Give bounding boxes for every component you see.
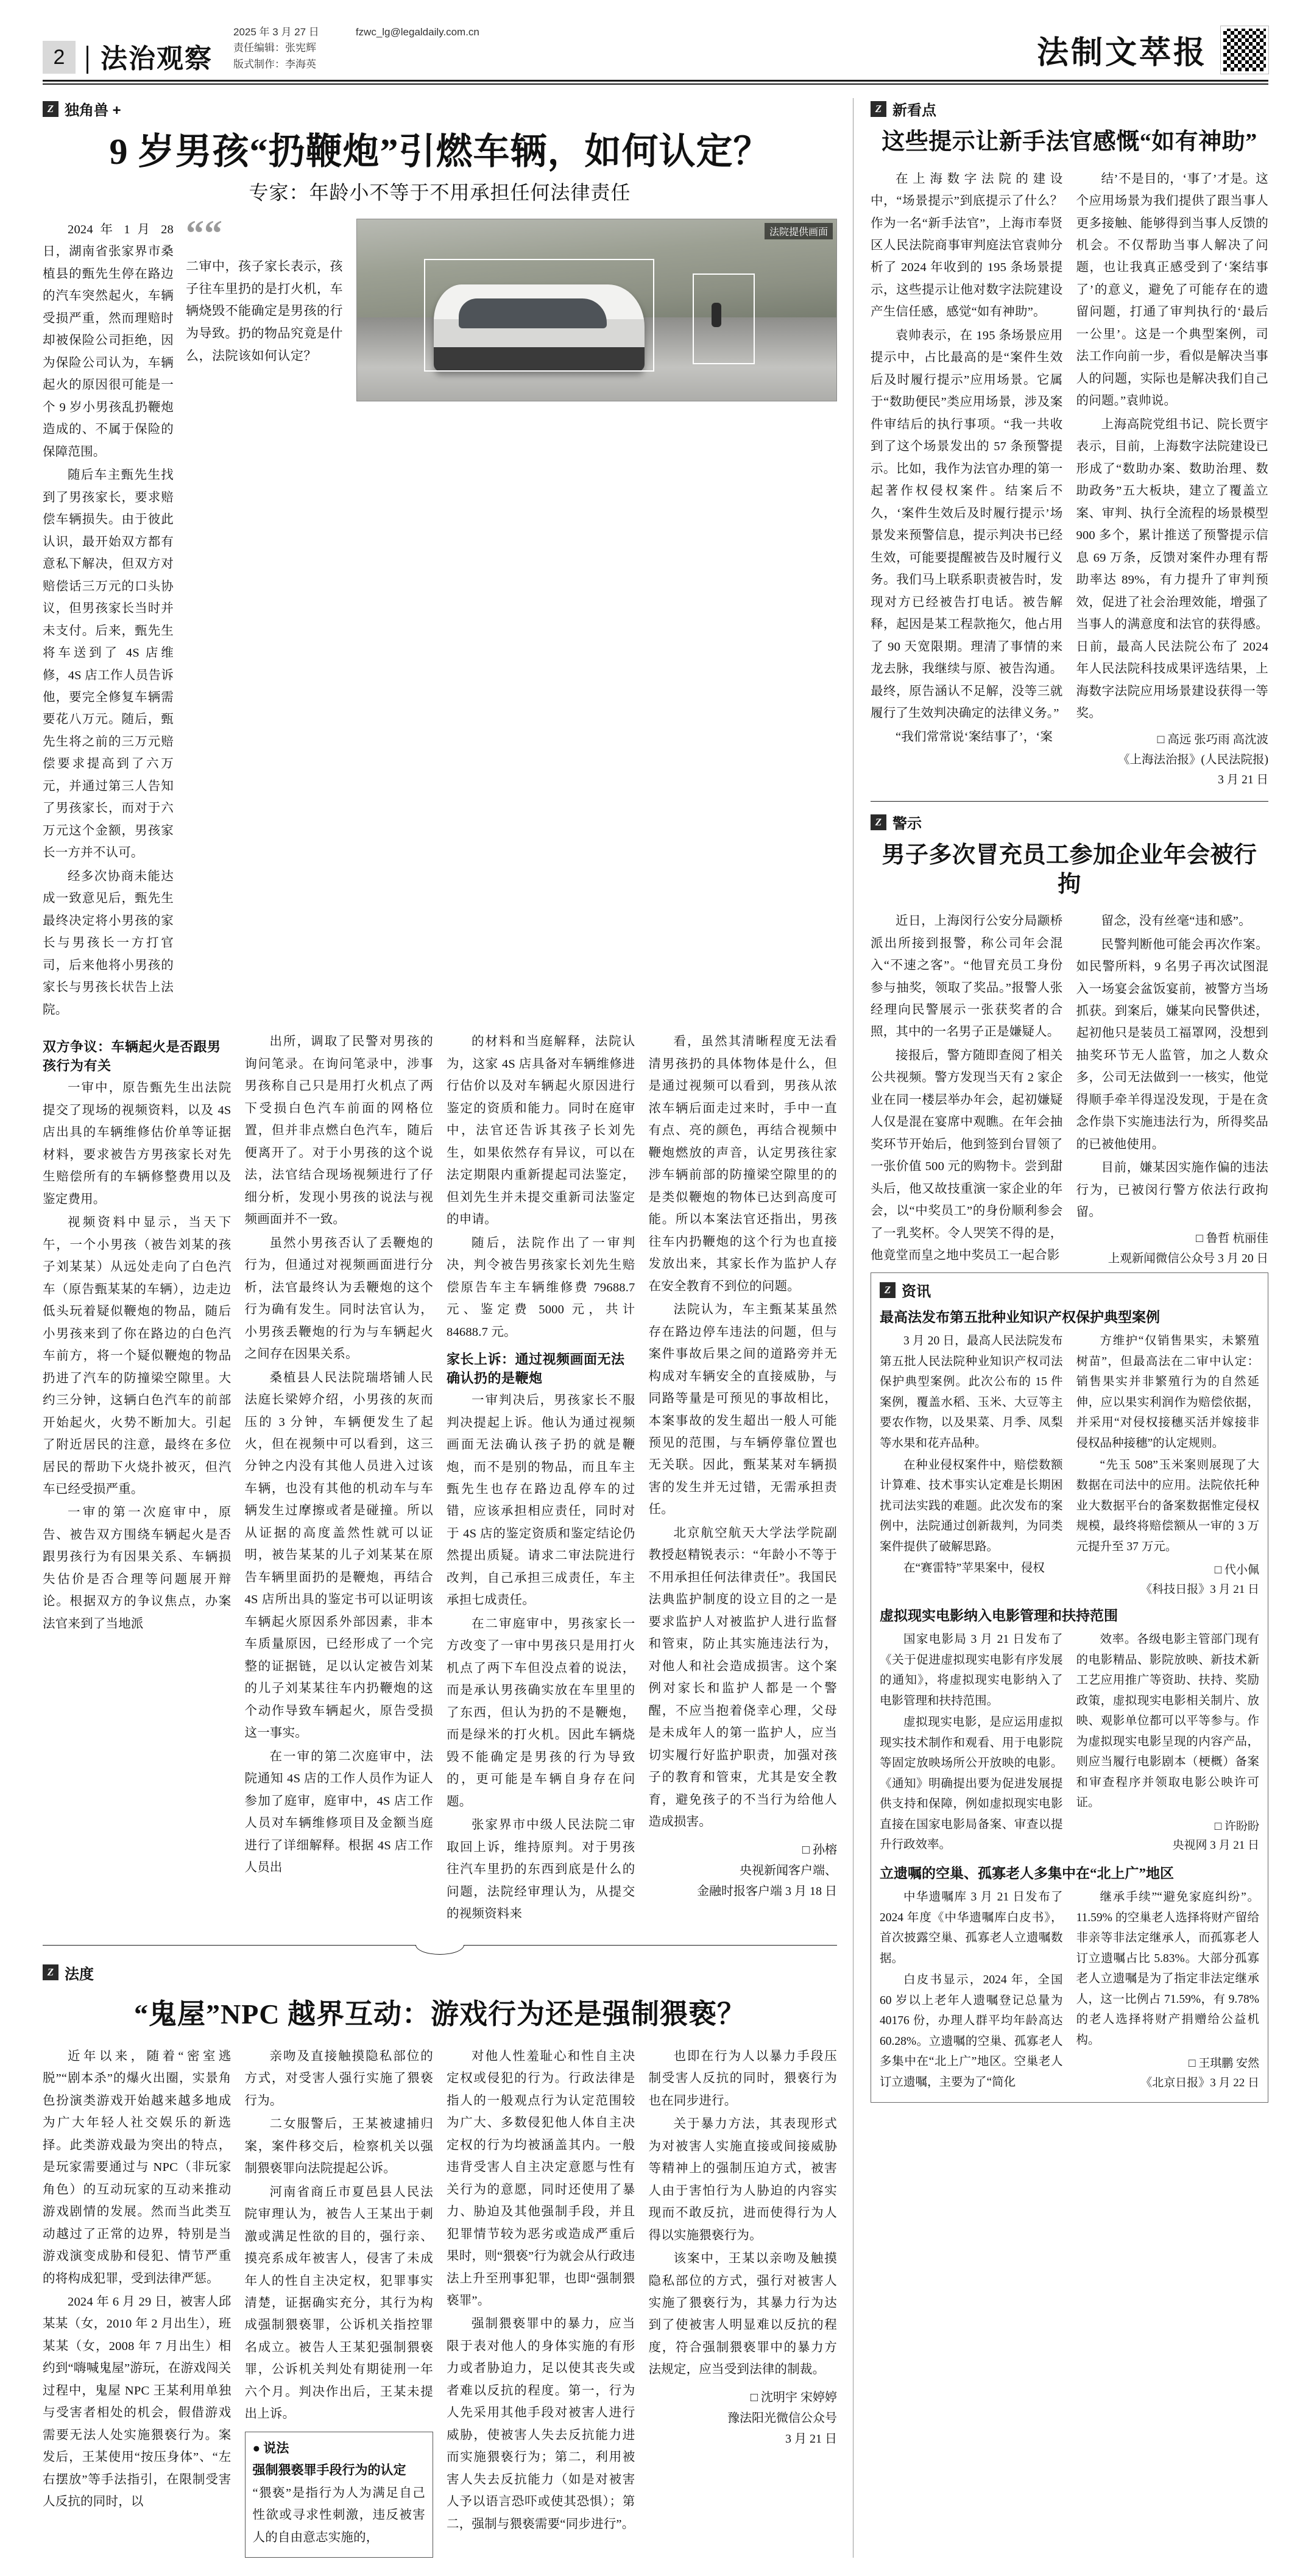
byline [649,1840,838,1902]
byline [1076,1229,1269,1269]
subheading: 双方争议：车辆起火是否跟男孩行为有关 [43,1039,221,1074]
byline-source-1: 上观新闻微信公众号 3 月 20 日 [1108,1252,1268,1265]
masthead-meta [233,24,479,74]
byline [649,2387,838,2449]
story2-title: “鬼屋”NPC 越界互动：游戏行为还是强制猥亵？ [133,1998,746,2030]
paragraph: 在“赛雷特”苹果案中，侵权 [903,1562,1045,1575]
paragraph: 关于暴力方法，其表现形式为对被害人实施直接或间接威胁等精神上的强制压迫方式，被害人由于害怕行为人胁迫的内容实现而不敢反抗，进而使得行为人得以实施猥亵行为。 [648,2117,837,2242]
paragraph: 效率。各级电影主管部门现有的电影精品、影院放映、新技术新工艺应用推广等资助、扶持、奖励政策，虚拟现实电影相关制片、放映、观影单位都可以平等参与。作为虚拟现实电影呈现的内容产品，则应当履行电影剧本（梗概）备案和审查程序并领取电影公映许可证。 [1076,1633,1259,1810]
byline-source: 《科技日报》3 月 21 日 [1140,1583,1259,1596]
paragraph: 河南省商丘市夏邑县人民法院审理认为，被告人王某出于刺激或满足性欲的目的，强行亲、摸亮系成年被害人，侵害了未成年人的性自主决定权，犯罪事实清楚，证据确实充分，其行为构成强制猥亵罪，公诉机关指控罪名成立。被告人王某犯强制猥亵罪，公诉机关判处有期徒刑一年六个月。判决作出后，王某未提出上诉。 [244,2185,433,2421]
flag-icon: Z [871,814,886,830]
paragraph: 随后车主甄先生找到了男孩家长，要求赔偿车辆损失。由于彼此认识，最开始双方都有意私下解决，但双方对赔偿话三万元的口头协议，但男孩家长当时并未支付。后来，甄先生将车送到了 4S 店维修，4S 店工作人员告诉他，要完全修复车辆需要花八万元。随后，甄先生将之前的三万元赔偿要求提高到了六万元，并通过第三人告知了男孩家长，而对于六万元这个金额，男孩家长一方并不认可。 [43,468,174,860]
paragraph: 国家电影局 3 月 21 日发布了《关于促进虚拟现实电影有序发展的通知》，将虚拟现实电影纳入了电影管理和扶持范围。 [880,1633,1063,1707]
flag-jingshi [871,811,1268,833]
paragraph: 2024 年 6 月 29 日，被害人邱某某（女，2010 年 2 月出生），班某某（女，2008 年 7 月出生）相约到“嗨喊鬼屋”游玩，在游戏闯关过程中，鬼屋 NPC 王某利用单独与受害者相处的机会，假借游戏需要无法人处实施猥亵行为。案发后，王某使用“按压身体”、“左右摆放”等手法指引，在限制受害人反抗的同时，以 [43,2295,231,2509]
story-col-1 [43,1031,231,1926]
news-item-col-1 [880,1629,1063,1857]
quote-mark-icon: ““ [186,213,222,253]
paragraph: 该案中，王某以亲吻及触摸隐私部位的方式，强行对被害人实施了猥亵行为，其暴力行为达到了使被害人明显难以反抗的程度，符合强制猥亵罪中的暴力方法规定，应当受到法律的制裁。 [648,2252,837,2377]
flag-xinkandian [871,98,1268,119]
masthead-email: fzwc_lg@legaldaily.com.cn [355,26,479,38]
flag-label: 警示 [892,816,922,833]
paragraph: 留念，没有丝毫“违和感”。 [1101,914,1251,928]
news-item-col-1 [880,1331,1063,1599]
paragraph: 对他人性羞耻心和性自主决定权或侵犯的行为。行政法律是指人的一般观点行为认定范围较为广大、多数侵犯他人体自主决定权的行为均被涵盖其内。一般违背受害人自主决定意愿与性有关行为的意愿，同时还使用了暴力、胁迫及其他强制手段，并且犯罪情节较为恶劣或造成严重后果时，则“猥亵”行为就会从行政违法上升至刑事犯罪，也即“强制猥亵罪”。 [447,2049,635,2307]
story2-col-4 [649,2045,838,2558]
section-divider [43,1936,837,1955]
explainer-tag [253,2438,426,2457]
byline-source-1: 《上海法治报》(人民法院报) [1118,753,1268,766]
lead-photo-col [356,219,837,1022]
pull-quote [186,213,344,1022]
byline [1076,730,1269,790]
right-column [853,98,1268,2558]
right-story2-col-2 [1076,910,1269,1269]
byline-source-2: 3 月 21 日 [785,2432,837,2446]
subheading: 家长上诉：通过视频画面无法确认扔的是鞭炮 [447,1352,625,1386]
lead-text-col [43,219,174,1022]
flag-label: 法度 [65,1966,94,1983]
paragraph: 虚拟现实电影，是应运用虚拟现实技术制作和观看、用于电影院等固定放映场所公开放映的电影。《通知》明确提出要为促进发展提供支持和保障，例如虚拟现实电影直接在国家电影局备案、审查以提升行政效率。 [880,1716,1063,1852]
flag-icon: Z [43,101,58,117]
lead-block [43,213,837,1022]
news-item-columns [880,1331,1259,1599]
left-column [43,98,853,2558]
right-story1-title: 这些提示让新手法官感慨“如有神助” [882,129,1257,155]
right-story2-title: 男子多次冒充员工参加企业年会被行拘 [882,842,1257,897]
byline [1076,1817,1260,1855]
paragraph: 北京航空航天大学法学院副教授赵精锐表示：“年龄小不等于不用承担任何法律责任”。我国民法典监护制度的设立目的之一是要求监护人对被监护人进行监督和管束，防止其实施违法行为，对他人和社会造成损害。这个案例对家长和监护人都是一个警醒，不应当抱着侥幸心理，父母是未成年人的第一监护人，应当切实履行好监护职责，加强对孩子的教育和管束，尤其是安全教育，避免孩子的不当行为给他人造成损害。 [648,1526,837,1829]
news-item-columns [880,1629,1259,1857]
paragraph: 的材料和当庭解释，法院认为，这家 4S 店具备对车辆维修进行估价以及对车辆起火原因进行鉴定的资质和能力。同时在庭审中，法官还告诉其孩子长刘先生，如果依然存有异议，可以在法定期限内重新提起司法鉴定，但刘先生并未提交重新司法鉴定的申请。 [447,1035,635,1227]
paragraph: 二女服警后，王某被逮捕归案，案件移交后，检察机关以强制猥亵罪向法院提起公诉。 [244,2117,433,2176]
paragraph: 在一审的第二次庭审中，法院通知 4S 店的工作人员作为证人参加了庭审，庭审中，4S 店工作人员对车辆维修项目及金额当庭进行了详细解释。根据 4S 店工作人员出 [244,1749,433,1875]
byline-source-2: 3 月 21 日 [1218,773,1268,786]
page-number: 2 [43,41,76,74]
flag-label: 资讯 [902,1283,931,1300]
flag-duijiaoshou [43,98,837,119]
story-col-2 [245,1031,434,1926]
paragraph: “先玉 508”玉米案则展现了大数据在司法中的应用。法院依托种业大数据平台的备案数据惟定侵权规模，最终将赔偿额从一审的 3 万元提升至 37 万元。 [1076,1458,1259,1553]
news-item-col-2 [1076,1629,1260,1857]
paragraph: 看，虽然其清晰程度无法看清男孩扔的具体物体是什么，但是通过视频可以看到，男孩从浓浓车辆后面走过来时，手中一直有点、亮的颜色，再结合视频中鞭炮燃放的声音，认定男孩往家涉车辆前部的防撞梁空隙里的的是类似鞭炮的物体已达到高度可能。所以本案法官还指出，男孩往车内扔鞭炮的这个行为也直接发放出来，其家长作为监护人存在安全教育不到位的问题。 [648,1035,837,1293]
masthead [43,24,1268,82]
paragraph: 接报后，警方随即查阅了相关公共视频。警方发现当天有 2 家企业在同一楼层举办年会，起初嫌疑人仅是混在宴席中观瞧。在年会抽奖环节开始后，他到签到台冒领了一张价值 500 元的购物卡。尝到甜头后，他又故技重演一家企业的年会，以“中奖员工”的身份顺利参会了一乳奖杯。令人哭笑不得的是，他竟堂而皇之地中奖员工一起合影 [871,1048,1063,1263]
story-col-3 [447,1031,635,1926]
explainer-box [245,2432,434,2558]
flag-fadu [43,1962,837,1983]
paragraph: 在上海数字法院的建设中，“场景提示”到底提示了什么？作为一名“新手法官”，上海市奉贤区人民法院商事审判庭法官袁帅分析了 2024 年收到的 195 条场景提示，这些提示让他对数字法院建设产生信任感，感觉“如有神助”。 [871,172,1063,319]
paragraph: 虽然小男孩否认了丢鞭炮的行为，但通过对视频画面进行分析，法官最终认为丢鞭炮的这个行为确有发生。同时法官认为，小男孩丢鞭炮的行为与车辆起火之间存在因果关系。 [244,1236,433,1361]
right-story1-col-2 [1076,168,1269,791]
paragraph: 张家界市中级人民法院二审取回上诉，维持原判。对于男孩往汽车里扔的东西到底是什么的问题，法院经审理认为，从提交的视频资料来 [447,1818,635,1921]
page-title: 9 岁男孩“扔鞭炮”引燃车辆，如何认定？ [109,132,771,172]
paragraph: 方维护“仅销售果实，未繁殖树苗”，但最高法在二审中认定：销售果实并非繁殖行为的自然延伸，应以果实利润作为赔偿依据，并采用“对侵权接穗买活并嫁接非侵权品种接穗”的认定规则。 [1076,1335,1259,1450]
paragraph: 目前，嫌某因实施作偏的违法行为，已被闵行警方依法行政拘留。 [1076,1161,1268,1219]
byline-author: □ 沈明宇 宋婷婷 [750,2390,837,2404]
story2-col-1 [43,2045,231,2558]
paragraph: 在种业侵权案件中，赔偿数额计算难、技术事实认定难是长期困扰司法实践的难题。此次发布的案例中，法院通过创新裁判，为同类案件提供了破解思路。 [880,1458,1063,1553]
divider [871,801,1268,802]
paragraph: 随后，法院作出了一审判决，判令被告男孩家长刘先生赔偿原告车主车辆维修费 79688.7 元、鉴定费 5000 元，共计 84688.7 元。 [447,1236,635,1339]
explainer-title: 强制猥亵罪手段行为的认定 [252,2462,406,2477]
issue-date: 2025 年 3 月 27 日 [233,26,319,38]
byline-source: 《北京日报》3 月 22 日 [1140,2076,1259,2089]
editor-credit: 责任编辑：张宪辉 [233,42,316,54]
paragraph: 民警判断他可能会再次作案。如民警所料，9 名男子再次试图混入一场宴会盆饭宴前，被警方当场抓获。到案后，嫌某向民警供述，起初他只是装员工福罩网，没想到抽奖环节无人监管，加之人数众多，公司无法做到一一核实，他觉得顺手牵羊得逞没发现，于是在贪念作祟下实施违法行为，所得奖品的已被他使用。 [1076,937,1268,1151]
byline-author: □ 孙榕 [802,1843,837,1857]
layout-credit: 版式制作：李海英 [233,58,316,70]
right-story2-col-1 [871,910,1063,1269]
byline-author: □ 王琪鹏 安然 [1189,2057,1259,2070]
byline-source: 央视网 3 月 21 日 [1172,1839,1259,1852]
story2-col-2 [245,2045,434,2558]
right-story2-columns [871,910,1268,1269]
flag-icon: Z [880,1282,896,1298]
paragraph: 出所，调取了民警对男孩的询问笔录。在询问笔录中，涉事男孩称自己只是用打火机点了两下受损白色汽车前面的网格位置，但并非点燃白色汽车，随后便离开了。对于小男孩的这个说法，法官结合现场视频进行了仔细分析，发现小男孩的说法与视频画面并不一致。 [244,1035,433,1227]
paragraph: 继承手续”“避免家庭纠纷”。11.59% 的空巢老人选择将财产留给非亲等非法定继承人，而孤寡老人订立遗嘱占比 5.83%。大部分孤寡老人立遗嘱是为了指定非法定继承人，这一比例占 71.59%，有 9.78% 的老人选择将财产捐赠给公益机构。 [1076,1891,1259,2047]
paragraph: 强制猥亵罪中的暴力，应当限于表对他人的身体实施的有形力或者胁迫力，足以使其丧失或者难以反抗的程度。第一，行为人先采用其他手段对被害人进行威胁，使被害人失去反抗能力进而实施猥亵行为；第二，利用被害人失去反抗能力（如是对被害人予以语言恐吓或使其恐惧）；第二，强制与猥亵需要“同步进行”。 [447,2317,635,2531]
paragraph: 法院认为，车主甄某某虽然存在路边停车违法的问题，但与案件事故后果之间的道路旁并无构成对车辆安全的直接威胁，与同路等量是可预见的事故相比，本案事故的发生超出一般人可能预见的范围，与车辆停靠位置也无关联。因此，甄某某对车辆损害的发生并无过错，无需承担责任。 [648,1303,837,1517]
byline-author: □ 许盼盼 [1214,1819,1259,1833]
paragraph: 上海高院党组书记、院长贾宇表示，目前，上海数字法院建设已形成了“数助办案、数助治理、数助政务”五大板块，建立了覆盖立案、审判、执行全流程的场景模型 900 多个，累计推送了预警提示信息 69 万条，反馈对案件办理有帮助率达 89%，有力提升了审判预效，促进了社会治理效能，增强了当事人的满意度和法官的获得感。日前，最高人民法院公布了 2024 年人民法院科技成果评选结果，上海数字法院应用场景建设获得一等奖。 [1076,417,1268,721]
paragraph: 白皮书显示，2024 年，全国 60 岁以上老年人遗嘱登记总量为 40176 份，办理人群平均年龄高达 60.28%。立遗嘱的空巢、孤寡老人多集中在“北上广”地区。空巢老人订立遗嘱，主要为了“简化 [880,1974,1063,2089]
news-item-title: 立遗嘱的空巢、孤寡老人多集中在“北上广”地区 [880,1865,1174,1881]
paragraph: 也即在行为人以暴力手段压制受害人反抗的同时，猥亵行为也在同步进行。 [648,2049,837,2108]
qr-code-icon [1221,26,1268,74]
paragraph: 一审的第一次庭审中，原告、被告双方围绕车辆起火是否跟男孩行为有因果关系、车辆损失估价是否合理等问题展开辩论。根据双方的争议焦点，办案法官来到了当地派 [43,1506,231,1631]
story-columns [43,1031,837,1926]
news-item-col-2 [1076,1331,1260,1599]
byline-source-2: 金融时报客户端 3 月 18 日 [697,1884,837,1898]
paragraph: 一审判决后，男孩家长不服判决提起上诉。他认为通过视频画面无法确认孩子扔的就是鞭炮，而不是别的物品，而且车主甄先生也存在路边乱停车的过错，应该承担相应责任，同时对于 4S 店的鉴定资质和鉴定结论仍然提出质疑。请求二审法院进行改判，自己承担三成责任，车主承担七成责任。 [447,1394,635,1607]
pull-quote-text: 二审中，孩子家长表示，孩子往车里扔的是打火机，车辆烧毁不能确定是男孩的行为导致。扔的物品究竟是什么，法院该如何认定？ [186,258,343,363]
paper-name: 法制文萃报 [1036,36,1207,71]
paragraph: 袁帅表示，在 195 条场景应用提示中，占比最高的是“案件生效后及时履行提示”应用场景。它属于“数助便民”类应用场景，涉及案件审结后的执行事项。“我一共收到了这个场景发出的 57 条预警提示。比如，我作为法官办理的第一起著作权侵权案件。结案后不久，‘案件生效后及时履行提示’场景发来预警信息，提示判决书已经生效，可能要提醒被告及时履行义务。我们马上联系职责被告时，发现对方已经被告打电话。被告解释，起因是某工程款拖欠，他占用了 90 天宽限期。理清了事情的来龙去脉，我继续与原、被告沟通。最终，原告涵认不足解，没等三就履行了生效判决确定的法律义务。” [871,328,1063,721]
masthead-rule [43,83,1268,85]
bullet-icon: ● 说法 [252,2440,289,2455]
section-title: 法治观察 [87,46,213,74]
byline [1076,2054,1260,2092]
byline-source-1: 央视新闻客户端、 [740,1863,837,1877]
paragraph: 桑植县人民法院瑞塔铺人民法庭长梁婷介绍，小男孩的灰而压的 3 分钟，车辆便发生了起火，但在视频中可以看到，这三分钟之内没有其他人员进入过该车辆，也没有其他的机动车与车辆发生过摩擦或者是碰撞。所以从证据的高度盖然性就可以证明，被告某某的儿子刘某某在原告车辆里面扔的是鞭炮，再结合 4S 店所出具的鉴定书可以证明该车辆起火原因系外部因素，非本车质量原因，已经形成了一个完整的证据链，足以认定被告刘某的儿子刘某某往车内扔鞭炮的这个动作导致车辆起火，原告受损这一事实。 [244,1371,433,1740]
flag-icon: Z [43,1964,58,1980]
byline-author: □ 鲁哲 杭丽佳 [1195,1232,1268,1245]
byline [1076,1561,1260,1599]
flag-icon: Z [871,101,886,117]
paragraph: 亲吻及直接触摸隐私部位的方式，对受害人强行实施了猥亵行为。 [244,2049,433,2108]
byline-source-1: 豫法阳光微信公众号 [727,2411,837,2425]
page-subtitle: 专家：年龄小不等于不用承担任何法律责任 [249,181,631,203]
news-box [871,1272,1268,2103]
paragraph: 近年以来，随着“密室逃脱”“剧本杀”的爆火出圈，实景角色扮演类游戏开始越来越多地成为广大年轻人社交娱乐的新选择。此类游戏最为突出的特点，是玩家需要通过与 NPC（非玩家角色）的互动玩家的互动来推动游戏剧情的发展。然而当此类互动越过了正常的边界，特别是当游戏演变成胁和侵犯、情节严重的将构成犯罪，受到法律严惩。 [43,2049,231,2285]
paragraph: 中华遗嘱库 3 月 21 日发布了 2024 年度《中华遗嘱库白皮书》，首次披露空巢、孤寡老人立遗嘱数据。 [880,1891,1063,1965]
lead-photo [356,219,837,401]
story-col-4 [649,1031,838,1926]
story2-col-3 [447,2045,635,2558]
flag-label: 新看点 [892,102,936,119]
paragraph: “我们常常说‘案结事了’，‘案 [896,730,1053,744]
paragraph: 近日，上海闵行公安分局颛桥派出所接到报警，称公司年会混入“不速之客”。“他冒充员工身份参与抽奖，领取了奖品。”报警人张经理向民警展示一张获奖者的合照，其中的一名男子正是嫌疑人。 [871,914,1063,1039]
paragraph: 在二审庭审中，男孩家长一方改变了一审中男孩只是用打火机点了两下车但没点着的说法，而是承认男孩确实放在车里里的了东西，但认为扔的不是鞭炮，而是绿米的打火机。因此车辆烧毁不能确定是男孩的行为导致的，更可能是车辆自身存在问题。 [447,1617,635,1808]
photo-caption: 法院提供画面 [765,223,833,239]
byline-author: □ 高远 张巧雨 高沈波 [1157,733,1268,746]
paragraph: 3 月 20 日，最高人民法院发布第五批人民法院种业知识产权司法保护典型案例。此次公布的 15 件案例，覆盖水稻、玉米、大豆等主要农作物，以及果菜、月季、凤梨等水果和花卉品种。 [880,1335,1063,1450]
paragraph: 2024 年 1 月 28 日，湖南省张家界市桑植县的甄先生停在路边的汽车突然起火，车辆受损严重，然而理赔时却被保险公司拒绝，因为保险公司认为，车辆起火的原因很可能是一个 9 岁小男孩乱扔鞭炮造成的、不属于保险的保障范围。 [43,222,174,459]
news-item-col-1 [880,1887,1063,2094]
byline-author: □ 代小佩 [1214,1564,1259,1577]
news-item-col-2 [1076,1887,1260,2094]
right-story1-col-1 [871,168,1063,791]
paragraph: 一审中，原告甄先生出法院提交了现场的视频资料，以及 4S 店出具的车辆维修估价单等证据材料，要求被告方男孩家长对先生赔偿所有的车辆修整费用以及鉴定费用。 [43,1081,231,1206]
news-item-title: 最高法发布第五批种业知识产权保护典型案例 [880,1310,1160,1325]
news-item-title: 虚拟现实电影纳入电影管理和扶持范围 [880,1607,1118,1623]
flag-label: 独角兽 + [65,102,121,119]
right-story1-columns [871,168,1268,791]
flag-zixun [880,1279,1259,1300]
paragraph: 经多次协商未能达成一致意见后，甄先生最终决定将小男孩的家长与男孩长一方打官司，后来他将小男孩的家长与男孩长状告上法院。 [43,869,174,1017]
news-item-columns [880,1887,1259,2094]
explainer-text: “猥亵”是指行为人为满足自己性欲或寻求性刺激，违反被害人的自由意志实施的， [252,2486,425,2544]
paragraph: 视频资料中显示，当天下午，一个小男孩（被告刘某的孩子刘某某）从远处走向了白色汽车（原告甄某某的车辆），边走边低头玩着疑似鞭炮的物品，随后小男孩来到了你在路边的白色汽车前方，将一个疑似鞭炮的物品扔进了汽车的防撞梁空隙里。大约三分钟，这辆白色汽车的前部开始起火，火势不断加大。引起了附近居民的注意，最终在多位居民的帮助下火烧扑被灭，但汽车已经受损严重。 [43,1216,231,1496]
story2-columns [43,2045,837,2558]
paragraph: 结’不是目的，‘事了’才是。这个应用场景为我们提供了跟当事人更多接触、能够得到当事人反馈的机会。不仅帮助当事人解决了问题，也让我真正感受到了‘案结事了’的意义，避免了可能存在的遗留问题，打通了审判执行的‘最后一公里’。这是一个典型案例，司法工作向前一步，看似是解决当事人的问题，实际也是解决我们自己的问题。”袁帅说。 [1076,172,1268,408]
